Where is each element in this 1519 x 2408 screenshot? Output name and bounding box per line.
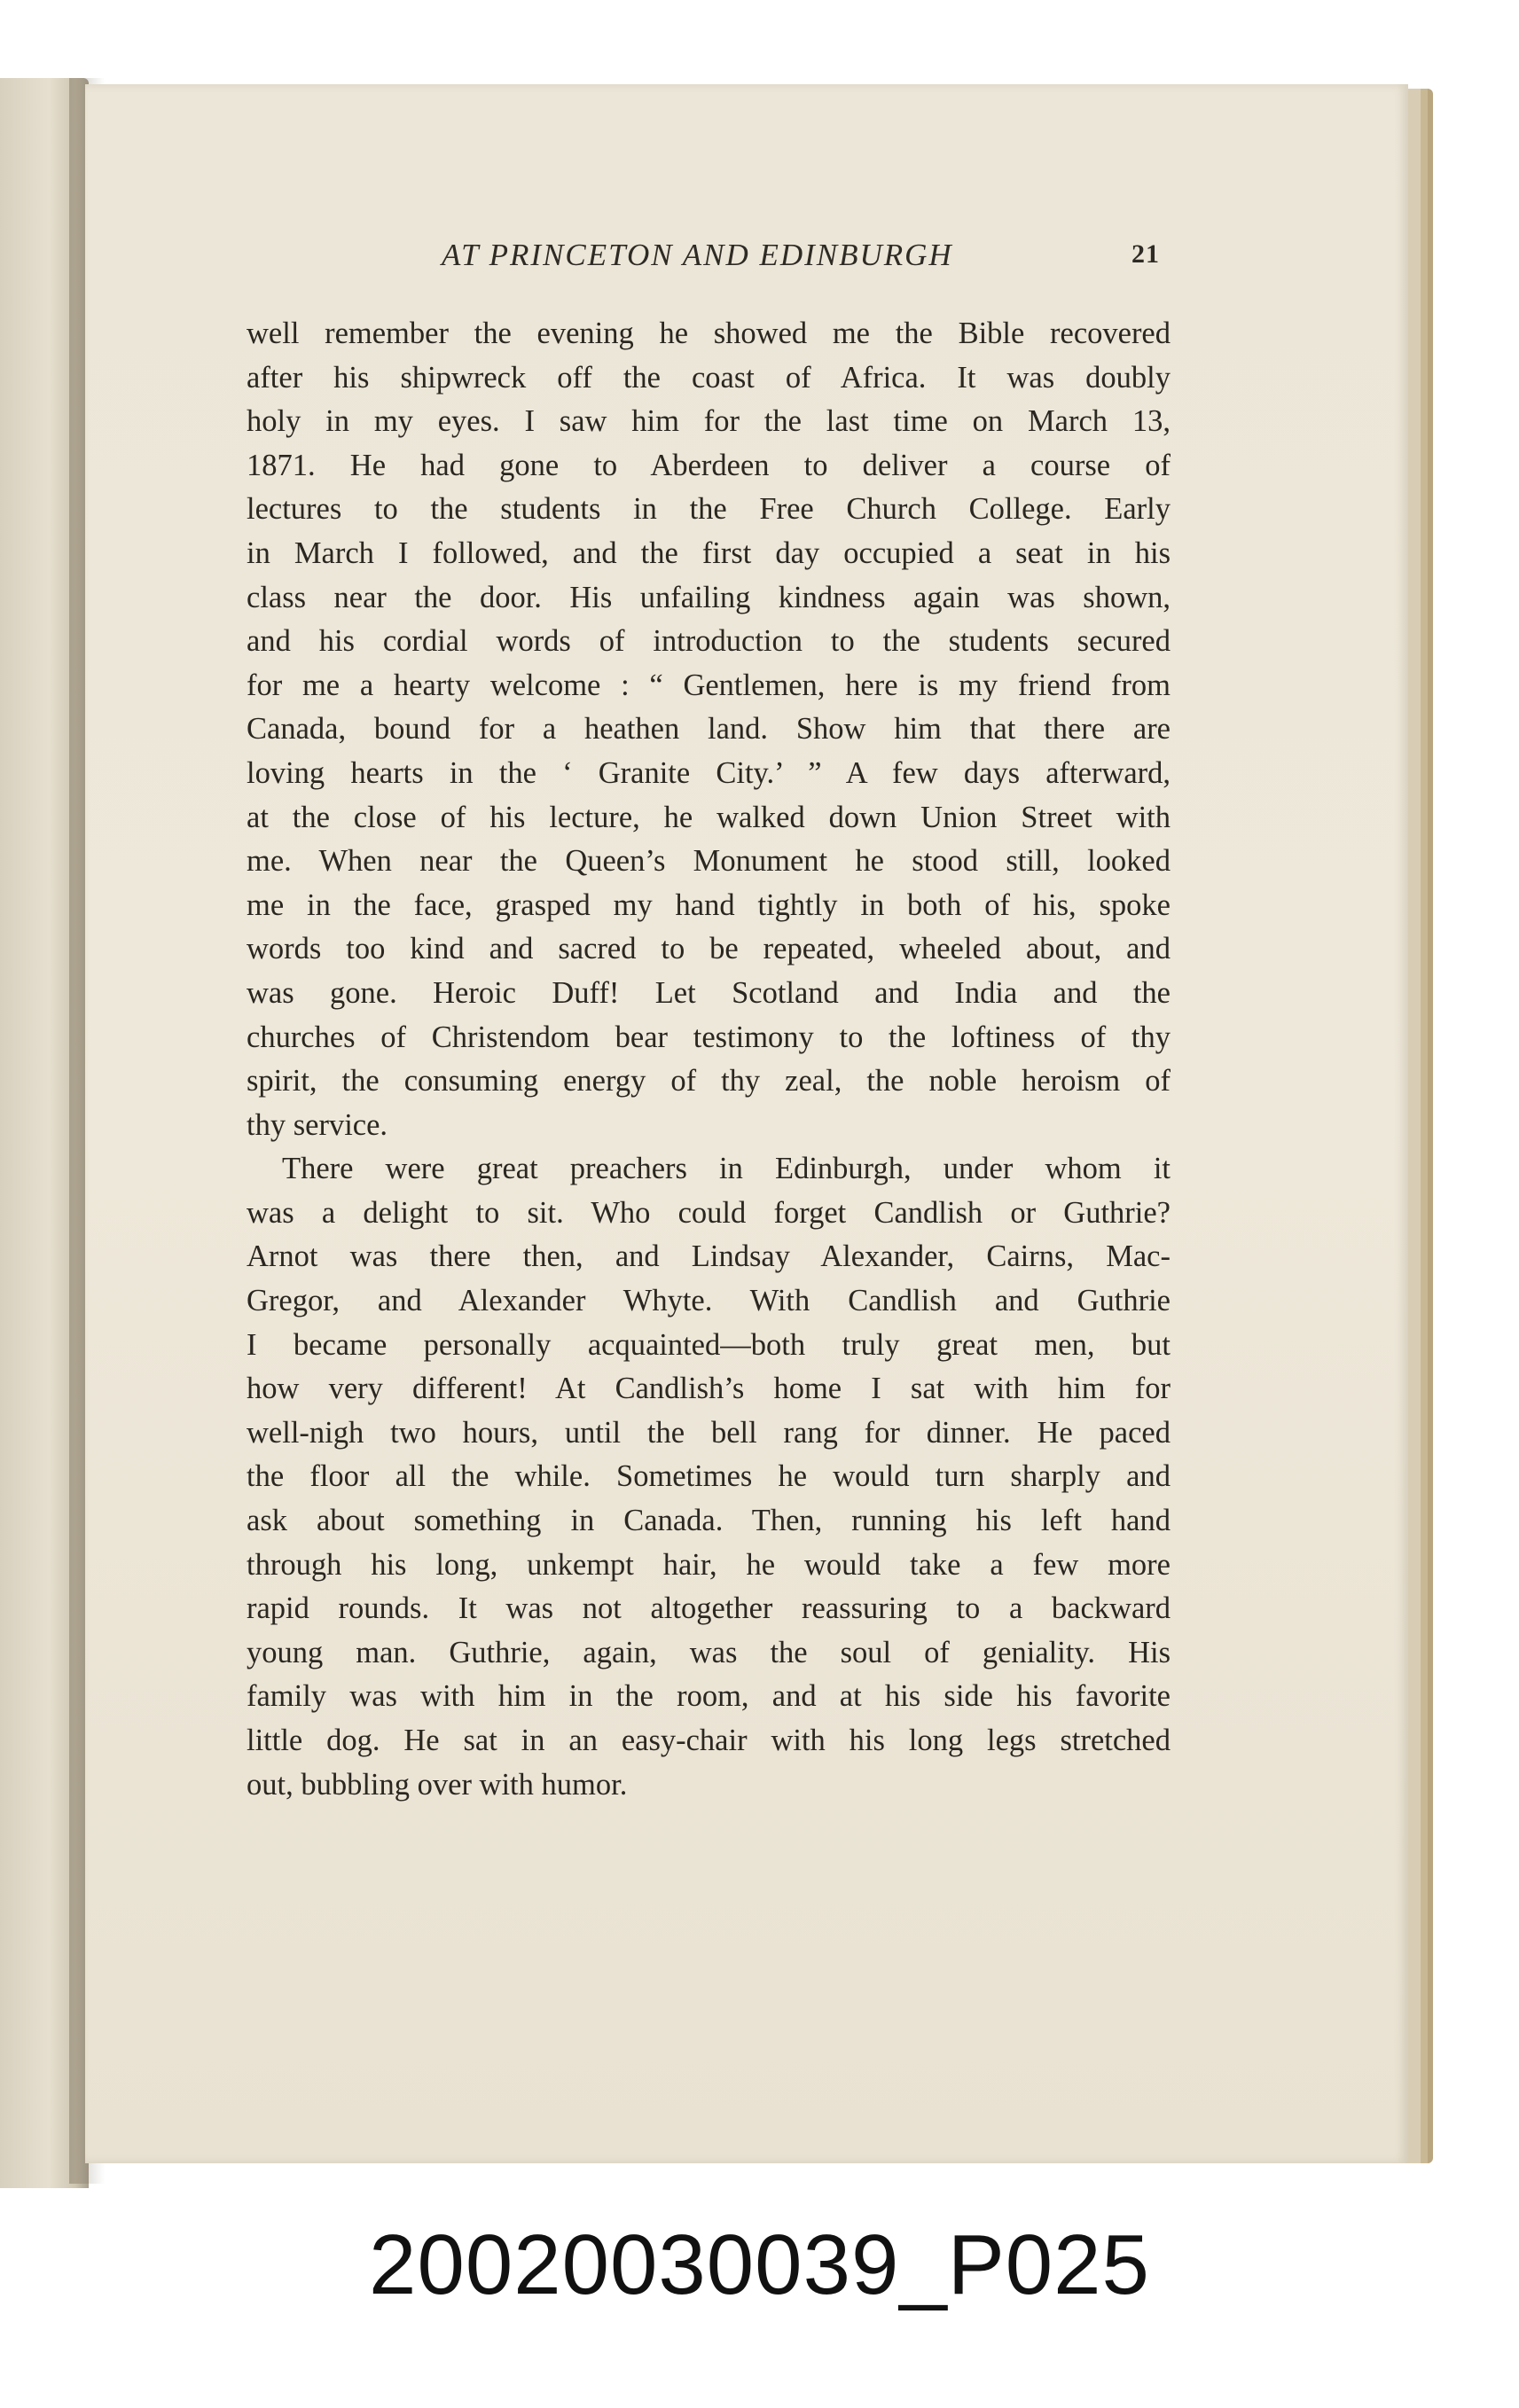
text-line: in March I followed, and the first day occupied a seat in his bbox=[247, 536, 1171, 570]
page-stack-edge bbox=[1428, 89, 1433, 2163]
text-line: There were great preachers in Edinburgh, under whom it bbox=[282, 1152, 1171, 1186]
text-line: out, bubbling over with humor. bbox=[247, 1767, 628, 1802]
text-line: 1871. He had gone to Aberdeen to deliver a course of bbox=[247, 448, 1171, 482]
page-number: 21 bbox=[1131, 239, 1160, 269]
text-line: I became personally acquainted—both truly great men, but bbox=[247, 1327, 1171, 1362]
text-line: Arnot was there then, and Lindsay Alexander, Cairns, Mac- bbox=[247, 1239, 1171, 1274]
text-line: churches of Christendom bear testimony to the loftiness of thy bbox=[247, 1020, 1171, 1054]
text-line: thy service. bbox=[247, 1107, 388, 1142]
paragraph-1 bbox=[247, 312, 1171, 1147]
text-line: through his long, unkempt hair, he would take a few more bbox=[247, 1547, 1171, 1582]
text-line: well-nigh two hours, until the bell rang for dinner. He paced bbox=[247, 1415, 1171, 1450]
text-line: class near the door. His unfailing kindness again was shown, bbox=[247, 580, 1171, 614]
text-line: Gregor, and Alexander Whyte. With Candlish and Guthrie bbox=[247, 1284, 1171, 1318]
text-line: me. When near the Queen’s Monument he stood still, looked bbox=[247, 844, 1171, 879]
text-line: well remember the evening he showed me the Bible recovered bbox=[247, 317, 1171, 350]
text-line: little dog. He sat in an easy-chair with his long legs stretched bbox=[247, 1724, 1171, 1757]
text-line: for me a hearty welcome : “ Gentlemen, here is my friend from bbox=[247, 668, 1171, 702]
text-line: after his shipwreck off the coast of Africa. It was doubly bbox=[247, 360, 1171, 395]
text-line: Canada, bound for a heathen land. Show him that there are bbox=[247, 712, 1171, 747]
text-line: spirit, the consuming energy of thy zeal, the noble heroism of bbox=[247, 1064, 1171, 1098]
paragraph-2 bbox=[247, 1147, 1171, 1807]
text-line: was gone. Heroic Duff! Let Scotland and India and the bbox=[247, 975, 1171, 1010]
running-title: AT PRINCETON AND EDINBURGH bbox=[442, 238, 953, 272]
text-line: holy in my eyes. I saw him for the last time on March 13, bbox=[247, 404, 1171, 439]
text-line: lectures to the students in the Free Church College. Early bbox=[247, 492, 1171, 527]
page-stack-edge bbox=[1421, 89, 1428, 2163]
text-line: me in the face, grasped my hand tightly in both of his, spoke bbox=[247, 887, 1171, 922]
text-line: the floor all the while. Sometimes he would turn sharply and bbox=[247, 1459, 1171, 1494]
text-line: how very different! At Candlish’s home I sat with him for bbox=[247, 1372, 1171, 1406]
text-line: family was with him in the room, and at his side his favorite bbox=[247, 1679, 1171, 1714]
text-line: words too kind and sacred to be repeated, wheeled about, and bbox=[247, 932, 1171, 966]
page-stack-edge bbox=[1408, 89, 1421, 2163]
text-line: young man. Guthrie, again, was the soul of geniality. His bbox=[247, 1635, 1171, 1669]
text-line: at the close of his lecture, he walked down Union Street with bbox=[247, 800, 1171, 834]
text-line: and his cordial words of introduction to the students secured bbox=[247, 624, 1171, 659]
catalog-id: 20020030039_P025 bbox=[369, 2217, 1150, 2312]
body-text bbox=[247, 312, 1171, 1807]
running-head bbox=[85, 238, 1408, 282]
text-line: ask about something in Canada. Then, running his left hand bbox=[247, 1504, 1171, 1538]
text-line: loving hearts in the ‘ Granite City.’ ” A few days afterward, bbox=[247, 755, 1171, 790]
text-line: was a delight to sit. Who could forget Candlish or Guthrie? bbox=[247, 1195, 1171, 1230]
text-line: rapid rounds. It was not altogether reassuring to a backward bbox=[247, 1591, 1171, 1626]
